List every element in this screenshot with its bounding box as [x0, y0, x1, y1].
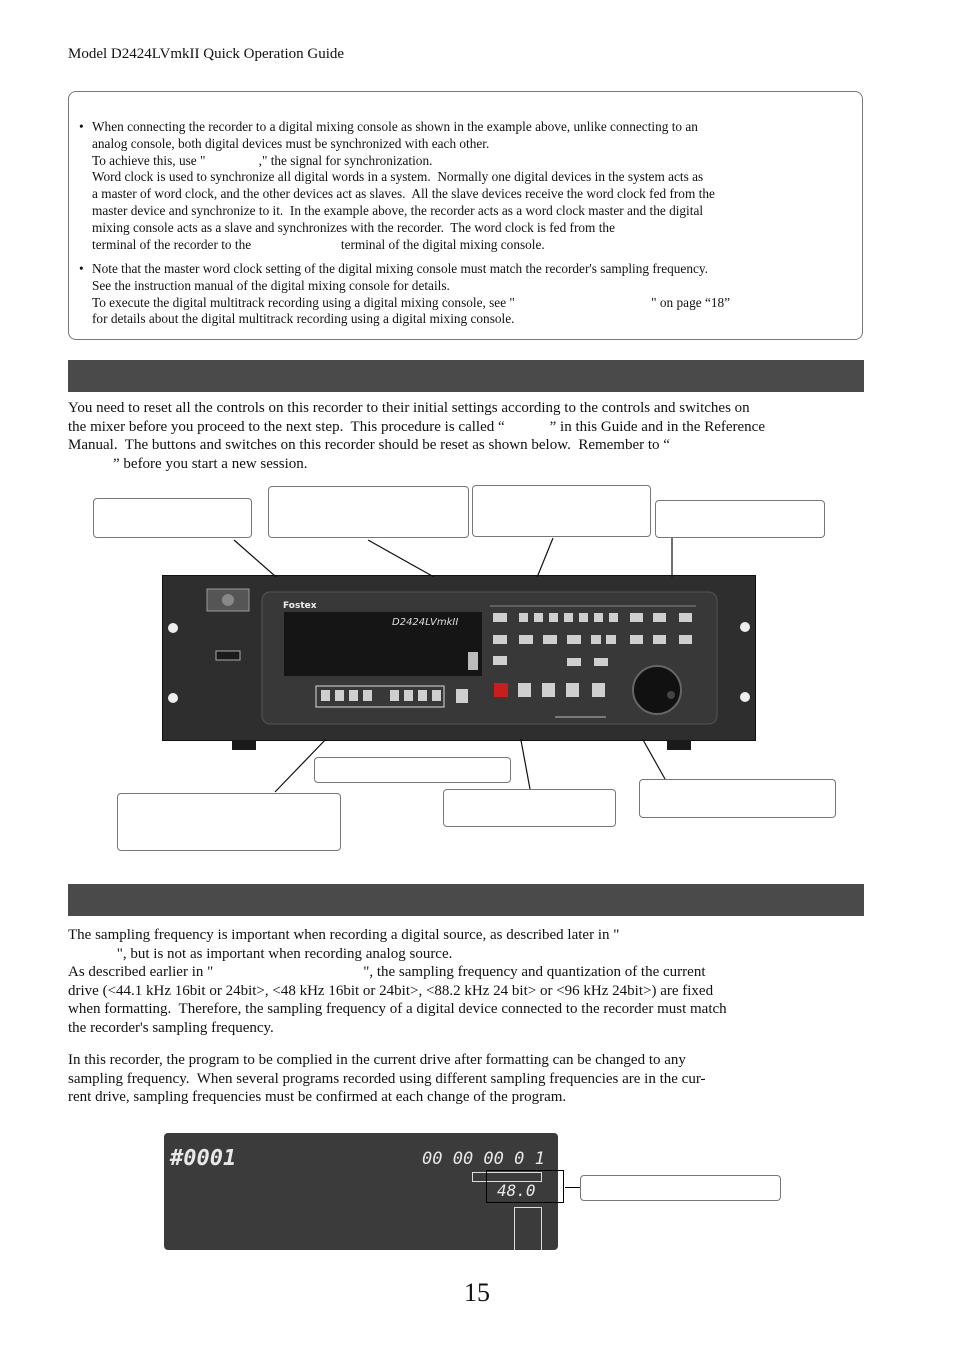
initialize-line: the mixer before you proceed to the next step. This procedure is called “ ” in this Guide and in the Reference	[68, 418, 765, 435]
initialize-line: You need to reset all the controls on this recorder to their initial settings according to the controls and switches on	[68, 400, 750, 416]
lcd-timecode: 00 00 00 0 1	[422, 1149, 545, 1169]
sampling-p1-line: As described earlier in " ", the sampling frequency and quantization of the current	[68, 964, 706, 981]
page-number: 15	[464, 1278, 490, 1307]
lcd-meter-box	[514, 1207, 542, 1250]
lcd-program-number: #0001	[170, 1146, 237, 1171]
note-p1-line: a master of word clock, and the other devices act as slaves. All the slave devices receive the word clock fed from the	[92, 186, 715, 202]
sampling-paragraph-2	[68, 1051, 864, 1107]
sampling-paragraph-1	[68, 926, 864, 1038]
sampling-p1-line: the recorder's sampling frequency.	[68, 1019, 274, 1036]
sampling-p1-line: The sampling frequency is important when recording a digital source, as described later in "	[68, 927, 620, 943]
note-p1-line: master device and synchronize to it. In the example above, the recorder acts as a word clock master and the digital	[92, 202, 704, 218]
callout-line-fs	[565, 1187, 580, 1188]
sampling-p1-line: when formatting. Therefore, the sampling frequency of a digital device connected to the recorder must match	[68, 1001, 727, 1018]
note-p2-line: To execute the digital multitrack recording using a digital mixing console, see " " on page “18”	[92, 294, 731, 310]
sampling-p1-line: ", but is not as important when recording analog source.	[68, 945, 453, 962]
page-header: Model D2424LVmkII Quick Operation Guide	[68, 46, 345, 62]
note-p2-line: Note that the master word clock setting of the digital mixing console must match the recorder's sampling frequency.	[92, 261, 708, 276]
sampling-p2-line: rent drive, sampling frequencies must be confirmed at each change of the program.	[68, 1089, 567, 1106]
note-p1-line: mixing console acts as a slave and synchronizes with the recorder. The word clock is fed from the	[92, 219, 615, 235]
model-badge: D2424LVmkII	[392, 617, 459, 628]
sampling-p2-line: In this recorder, the program to be complied in the current drive after formatting can be changed to any	[68, 1052, 686, 1068]
sampling-p2-line: sampling frequency. When several programs recorded using different sampling frequencies are in the cur-	[68, 1070, 706, 1087]
note-p1-line: When connecting the recorder to a digital mixing console as shown in the example above, unlike connecting to an	[92, 119, 698, 134]
bullet: •	[79, 261, 84, 276]
lcd-sampling-frequency: 48.0	[497, 1181, 536, 1200]
brand-logo: Fostex	[283, 601, 317, 611]
section-bar-sampling	[68, 884, 864, 916]
note-p1-line: analog console, both digital devices must be synchronized with each other.	[92, 135, 490, 151]
note-p2-line: See the instruction manual of the digital mixing console for details.	[92, 277, 450, 293]
note-p1-line: terminal of the recorder to the terminal of the digital mixing console.	[92, 236, 545, 252]
callout-fs	[580, 1175, 781, 1201]
initialize-line: Manual. The buttons and switches on this recorder should be reset as shown below. Remember to “	[68, 437, 670, 454]
note-p1-line: To achieve this, use " ," the signal for synchronization.	[92, 152, 433, 168]
note-p1-line: Word clock is used to synchronize all digital words in a system. Normally one digital devices in the system acts as	[92, 169, 704, 185]
note-p2-line: for details about the digital multitrack recording using a digital mixing console.	[92, 311, 515, 327]
bullet: •	[79, 119, 84, 134]
initialize-line: ” before you start a new session.	[68, 455, 308, 472]
sampling-p1-line: drive (<44.1 kHz 16bit or 24bit>, <48 kHz 16bit or 24bit>, <88.2 kHz 24 bit> or <96 kHz 24bit>) are fixed	[68, 982, 714, 999]
lcd-fs-highlight	[486, 1170, 564, 1203]
